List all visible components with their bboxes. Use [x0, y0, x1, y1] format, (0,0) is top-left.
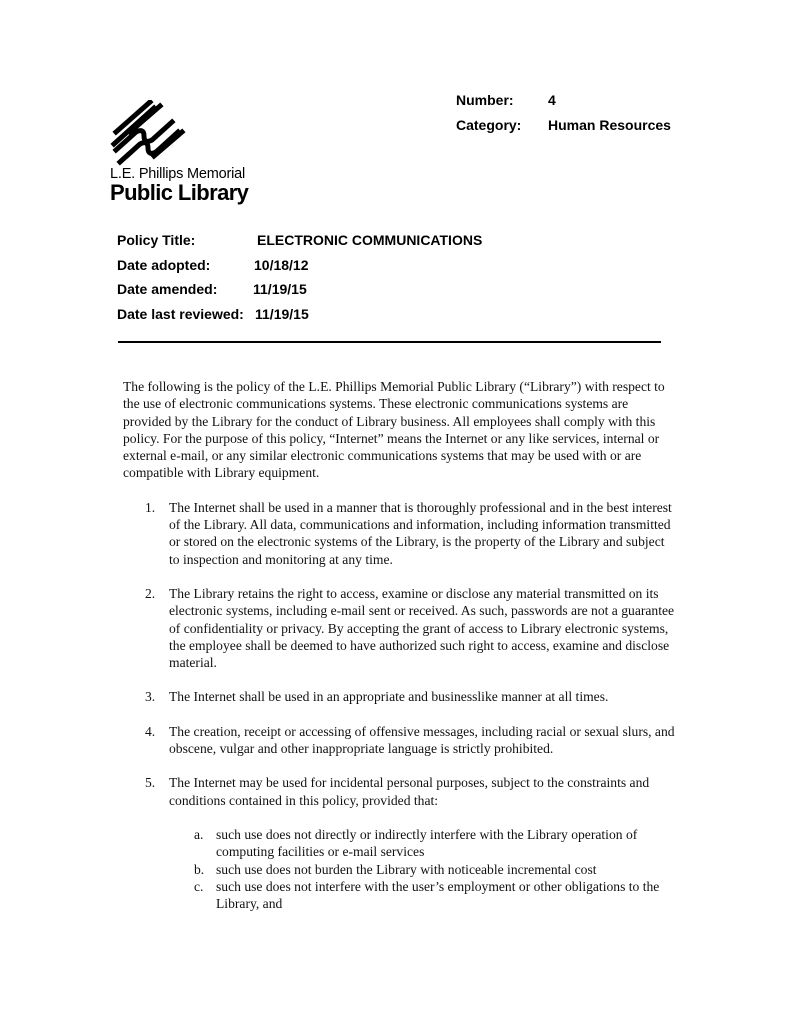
list-item-text: The Internet shall be used in a manner that is thoroughly professional and in the best interest of the Library. All data, communications and information, including information transmitted or stored on the electronic systems of the Library, is the property of the Library and subject to inspection and monitoring at any time.	[169, 499, 672, 567]
date-reviewed-label: Date last reviewed:	[117, 305, 244, 322]
sub-list-text: such use does not interfere with the user’s employment or other obligations to the Library, and	[216, 878, 660, 912]
number-value: 4	[548, 92, 556, 108]
date-reviewed-row	[117, 306, 482, 331]
list-item-text: The creation, receipt or accessing of offensive messages, including racial or sexual slurs, and obscene, vulgar and other inappropriate language is strictly prohibited.	[169, 723, 675, 757]
list-item-number: 3.	[145, 689, 156, 705]
policy-body	[123, 378, 675, 912]
number-label: Number:	[456, 92, 514, 108]
list-item-text: The Internet may be used for incidental personal purposes, subject to the constraints and conditions contained in this policy, provided that:	[169, 775, 650, 808]
date-adopted-value: 10/18/12	[254, 256, 309, 273]
list-item	[123, 585, 675, 671]
sub-list-letter: b.	[194, 861, 205, 877]
policy-title-label: Policy Title:	[117, 232, 196, 248]
list-item	[123, 499, 675, 568]
policy-info	[117, 232, 482, 330]
category-row	[456, 117, 671, 142]
library-logo-mark-icon	[110, 100, 190, 166]
sub-list-letter: c.	[194, 878, 204, 894]
date-amended-row	[117, 281, 482, 306]
category-value: Human Resources	[548, 117, 671, 133]
date-adopted-label: Date adopted:	[117, 256, 211, 273]
sub-list	[123, 826, 675, 912]
list-item	[123, 688, 675, 705]
library-logo	[110, 100, 260, 210]
sub-list-letter: a.	[194, 826, 204, 842]
sub-list-item	[123, 861, 675, 878]
number-row	[456, 92, 671, 117]
list-item	[123, 723, 675, 758]
list-item-text: The Library retains the right to access, examine or disclose any material transmitted on its electronic systems, including e-mail sent or received. As such, passwords are not a guarantee of confidentiality or privacy. By accepting the grant of access to Library electronic systems, the employee shall be deemed to have authorized such right to access, examine and disclose material.	[169, 585, 675, 671]
sub-list-text: such use does not burden the Library with noticeable incremental cost	[216, 861, 597, 877]
policy-title-value: ELECTRONIC COMMUNICATIONS	[257, 232, 483, 248]
policy-meta	[456, 92, 671, 142]
divider-line	[118, 341, 661, 343]
sub-list-item	[123, 878, 675, 913]
date-reviewed-value: 11/19/15	[255, 305, 309, 322]
list-item-number: 2.	[145, 585, 156, 601]
logo-text-line2: Public Library	[110, 180, 249, 205]
date-adopted-row	[117, 257, 482, 282]
list-item-number: 4.	[145, 723, 156, 739]
list-item-number: 1.	[145, 499, 156, 515]
list-item-number: 5.	[145, 775, 156, 791]
date-amended-value: 11/19/15	[253, 281, 307, 297]
policy-title-row	[117, 232, 482, 257]
list-item	[123, 774, 675, 809]
list-item-text: The Internet shall be used in an appropriate and businesslike manner at all times.	[169, 689, 609, 705]
intro-paragraph: The following is the policy of the L.E. Phillips Memorial Public Library (“Library”) with respect to the use of electronic communications systems. These electronic communications systems are provided by the Library for the conduct of Library business. All employees shall comply with this policy. For the purpose of this policy, “Internet” means the Internet or any like services, internal or external e-mail, or any similar electronic communications systems that may be used with or are compatible with Library equipment.	[123, 379, 665, 481]
sub-list-text: such use does not directly or indirectly interfere with the Library operation of computing facilities or e-mail services	[216, 826, 638, 860]
sub-list-item	[123, 826, 675, 861]
category-label: Category:	[456, 117, 522, 133]
date-amended-label: Date amended:	[117, 281, 218, 297]
logo-text-line1: L.E. Phillips Memorial	[110, 166, 246, 182]
